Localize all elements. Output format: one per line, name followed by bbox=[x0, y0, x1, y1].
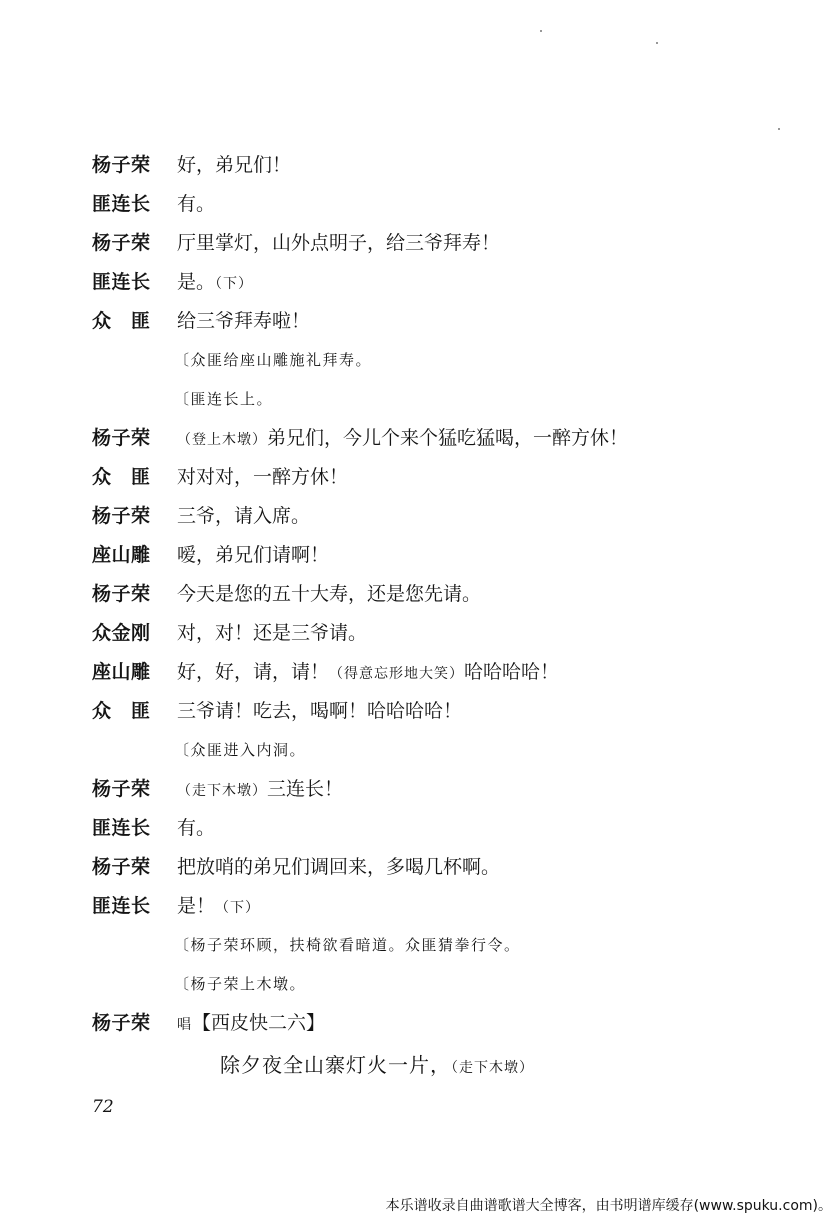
speaker-name: 座山雕 bbox=[92, 544, 151, 566]
lyric-line bbox=[92, 1043, 792, 1087]
speaker-name: 杨子荣 bbox=[92, 232, 151, 254]
lyric-text: 除夕夜全山寨灯火一片，（走下木墩） bbox=[220, 1053, 534, 1077]
speech-text: 是！（下） bbox=[177, 895, 261, 917]
stage-direction: 〔杨子荣环顾，扶椅欲看暗道。众匪猜拳行令。 bbox=[174, 936, 521, 954]
speech-text: 对对对，一醉方休！ bbox=[177, 466, 349, 488]
speaker-name: 杨子荣 bbox=[92, 1012, 151, 1034]
dialogue-line bbox=[92, 1004, 792, 1043]
speaker-name: 杨子荣 bbox=[92, 583, 151, 605]
dialogue-line bbox=[92, 302, 792, 341]
scan-speck bbox=[656, 42, 658, 44]
stage-direction: 〔众匪给座山雕施礼拜寿。 bbox=[174, 351, 373, 369]
speech-text: 把放哨的弟兄们调回来，多喝几杯啊。 bbox=[177, 856, 501, 878]
stage-note: （走下木墩） bbox=[177, 783, 267, 799]
stage-note: （下） bbox=[215, 276, 254, 292]
stage-direction-line bbox=[92, 926, 792, 965]
dialogue-line bbox=[92, 653, 792, 692]
dialogue-line bbox=[92, 458, 792, 497]
stage-direction-line bbox=[92, 731, 792, 770]
speaker-name: 杨子荣 bbox=[92, 778, 151, 800]
speech-text: 好，好，请，请！（得意忘形地大笑）哈哈哈哈！ bbox=[177, 661, 560, 683]
stage-direction: 〔杨子荣上木墩。 bbox=[174, 975, 307, 993]
aria-tune: 【西皮快二六】 bbox=[192, 1012, 326, 1034]
speech-text: 给三爷拜寿啦！ bbox=[177, 310, 311, 332]
speech-text: 三爷，请入席。 bbox=[177, 505, 311, 527]
speech-text: 三爷请！吃去，喝啊！哈哈哈哈！ bbox=[177, 700, 463, 722]
speech-text: （走下木墩）三连长！ bbox=[177, 778, 344, 800]
page-number: 72 bbox=[92, 1097, 114, 1117]
script-body bbox=[92, 146, 792, 1087]
stage-note: （下） bbox=[215, 900, 261, 916]
stage-note: （登上木墩） bbox=[177, 432, 267, 448]
dialogue-line bbox=[92, 614, 792, 653]
dialogue-line bbox=[92, 692, 792, 731]
speech-text: 今天是您的五十大寿，还是您先请。 bbox=[177, 583, 482, 605]
stage-direction: 〔匪连长上。 bbox=[174, 390, 274, 408]
watermark-text: 本乐谱收录自曲谱歌谱大全博客，由书明谱库缓存(www.spuku.com)。 bbox=[385, 1198, 832, 1214]
dialogue-line bbox=[92, 263, 792, 302]
scan-speck bbox=[778, 128, 780, 130]
speaker-name: 匪连长 bbox=[92, 271, 151, 293]
dialogue-line bbox=[92, 848, 792, 887]
speech-text: 嗳，弟兄们请啊！ bbox=[177, 544, 330, 566]
dialogue-line bbox=[92, 770, 792, 809]
speech-text: 好，弟兄们！ bbox=[177, 154, 292, 176]
speaker-name: 匪连长 bbox=[92, 193, 151, 215]
speech-text: （登上木墩）弟兄们，今儿个来个猛吃猛喝，一醉方休！ bbox=[177, 427, 629, 449]
speaker-name: 众 匪 bbox=[92, 700, 151, 722]
speech-text: 有。 bbox=[177, 817, 216, 839]
speaker-name: 杨子荣 bbox=[92, 154, 151, 176]
speaker-name: 匪连长 bbox=[92, 817, 151, 839]
speaker-name: 杨子荣 bbox=[92, 427, 151, 449]
stage-direction-line bbox=[92, 965, 792, 1004]
stage-note: （得意忘形地大笑） bbox=[329, 666, 465, 682]
dialogue-line bbox=[92, 419, 792, 458]
speaker-name: 杨子荣 bbox=[92, 505, 151, 527]
dialogue-line bbox=[92, 185, 792, 224]
dialogue-line bbox=[92, 536, 792, 575]
speaker-name: 众 匪 bbox=[92, 466, 151, 488]
speech-text: 厅里掌灯，山外点明子，给三爷拜寿！ bbox=[177, 232, 501, 254]
stage-direction-line bbox=[92, 380, 792, 419]
speech-text: 是。（下） bbox=[177, 271, 254, 293]
stage-direction: 〔众匪进入内洞。 bbox=[174, 741, 307, 759]
dialogue-line bbox=[92, 497, 792, 536]
speaker-name: 众 匪 bbox=[92, 310, 151, 332]
dialogue-line bbox=[92, 146, 792, 185]
scan-speck bbox=[540, 30, 542, 32]
speech-text: 对，对！还是三爷请。 bbox=[177, 622, 368, 644]
stage-direction-line bbox=[92, 341, 792, 380]
speaker-name: 众金刚 bbox=[92, 622, 151, 644]
sing-marker: 唱 bbox=[177, 1017, 192, 1033]
dialogue-line bbox=[92, 887, 792, 926]
speaker-name: 匪连长 bbox=[92, 895, 151, 917]
speaker-name: 杨子荣 bbox=[92, 856, 151, 878]
dialogue-line bbox=[92, 224, 792, 263]
speaker-name: 座山雕 bbox=[92, 661, 151, 683]
stage-note: （走下木墩） bbox=[451, 1060, 534, 1076]
dialogue-line bbox=[92, 575, 792, 614]
dialogue-line bbox=[92, 809, 792, 848]
speech-text: 有。 bbox=[177, 193, 216, 215]
speech-text bbox=[177, 1004, 325, 1045]
